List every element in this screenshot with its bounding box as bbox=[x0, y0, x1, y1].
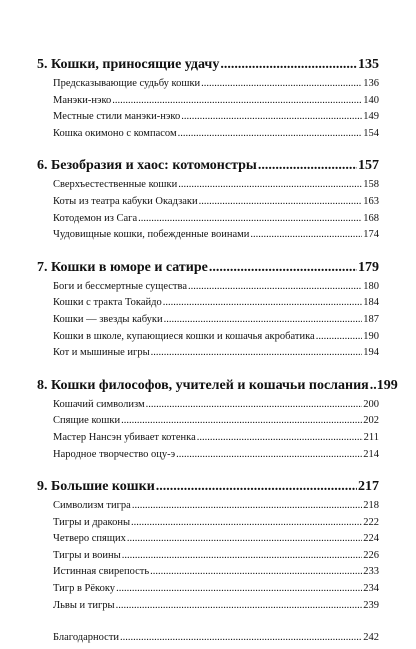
toc-entry[interactable] bbox=[37, 415, 379, 432]
chapter-section bbox=[37, 260, 379, 364]
dot-leader bbox=[121, 415, 362, 426]
entry-page-number: 202 bbox=[363, 415, 379, 427]
chapter-page-number: 199 bbox=[376, 377, 398, 393]
toc-entry[interactable] bbox=[37, 78, 379, 95]
entry-title: Кошка окимоно с компасом bbox=[53, 127, 177, 139]
chapter-title: 7. Кошки в юморе и сатире bbox=[37, 259, 208, 275]
entry-title: Сверхъестественные кошки bbox=[53, 179, 178, 191]
entry-title: Котодемон из Сага bbox=[53, 212, 138, 224]
toc-entry[interactable] bbox=[37, 500, 379, 517]
chapter-heading[interactable] bbox=[37, 57, 379, 78]
dot-leader bbox=[178, 179, 362, 190]
entry-title: Местные стили манэки-нэко bbox=[53, 111, 181, 123]
entry-page-number: 174 bbox=[363, 229, 379, 241]
entry-title: Кошачий символизм bbox=[53, 398, 145, 410]
toc-entry[interactable] bbox=[37, 95, 379, 112]
dot-leader bbox=[120, 632, 362, 643]
toc-entry[interactable] bbox=[37, 229, 379, 246]
dot-leader bbox=[199, 196, 363, 207]
dot-leader bbox=[220, 57, 357, 73]
entry-page-number: 234 bbox=[363, 583, 379, 595]
entry-page-number: 168 bbox=[363, 212, 379, 224]
chapter-section bbox=[37, 158, 379, 245]
entry-page-number: 149 bbox=[363, 111, 379, 123]
toc-entry[interactable] bbox=[37, 432, 379, 449]
toc-entry[interactable] bbox=[37, 399, 379, 416]
dot-leader bbox=[316, 331, 363, 342]
dot-leader bbox=[201, 78, 362, 89]
entry-page-number: 140 bbox=[363, 94, 379, 106]
dot-leader bbox=[112, 95, 362, 106]
chapter-heading[interactable] bbox=[37, 260, 379, 281]
entry-page-number: 214 bbox=[363, 448, 379, 460]
entry-title: Коты из театра кабуки Окадзаки bbox=[53, 195, 198, 207]
toc-entry[interactable] bbox=[37, 213, 379, 230]
toc-entry[interactable] bbox=[37, 314, 379, 331]
toc-entry[interactable] bbox=[37, 128, 379, 145]
entry-title: Львы и тигры bbox=[53, 599, 115, 611]
dot-leader bbox=[156, 479, 357, 495]
entry-page-number: 233 bbox=[363, 566, 379, 578]
entry-page-number: 194 bbox=[363, 347, 379, 359]
entry-page-number: 158 bbox=[363, 179, 379, 191]
entry-title: Предсказывающие судьбу кошки bbox=[53, 78, 201, 89]
dot-leader bbox=[197, 432, 363, 443]
entry-title: Тигры и драконы bbox=[53, 516, 130, 528]
dot-leader bbox=[146, 399, 363, 410]
toc-entry[interactable] bbox=[37, 297, 379, 314]
chapter-section bbox=[37, 479, 379, 616]
acknowledgments-entry[interactable] bbox=[37, 632, 379, 649]
entry-title: Четверо спящих bbox=[53, 533, 126, 545]
dot-leader bbox=[116, 600, 363, 611]
dot-leader bbox=[178, 128, 363, 139]
toc-entry[interactable] bbox=[37, 517, 379, 534]
entry-title: Тигр в Рёкоку bbox=[53, 583, 116, 595]
entry-page-number: 211 bbox=[363, 431, 379, 443]
dot-leader bbox=[132, 500, 362, 511]
entry-title: Тигры и воины bbox=[53, 549, 121, 561]
chapter-heading[interactable] bbox=[37, 158, 379, 179]
dot-leader bbox=[164, 314, 363, 325]
chapter-heading[interactable] bbox=[37, 377, 398, 399]
entry-page-number: 242 bbox=[363, 632, 379, 644]
chapter-heading[interactable] bbox=[37, 479, 379, 500]
entry-title: Народное творчество оцу-э bbox=[53, 448, 176, 460]
dot-leader bbox=[131, 517, 362, 528]
entry-title: Мастер Нансэн убивает котенка bbox=[53, 431, 196, 443]
entry-page-number: 154 bbox=[363, 127, 379, 139]
entry-page-number: 218 bbox=[363, 500, 379, 512]
dot-leader bbox=[181, 111, 362, 122]
toc-entry[interactable] bbox=[37, 600, 379, 617]
chapter-title: 9. Большие кошки bbox=[37, 479, 155, 495]
entry-page-number: 226 bbox=[363, 549, 379, 561]
chapter-section bbox=[37, 377, 398, 465]
dot-leader bbox=[122, 550, 363, 561]
toc-entry[interactable] bbox=[37, 196, 379, 213]
toc-entry[interactable] bbox=[37, 111, 379, 128]
dot-leader bbox=[258, 158, 357, 174]
toc-entry[interactable] bbox=[37, 347, 379, 364]
dot-leader bbox=[150, 566, 362, 577]
entry-title: Кошки с тракта Токайдо bbox=[53, 297, 162, 309]
chapter-section bbox=[37, 57, 379, 144]
toc-entry[interactable] bbox=[37, 281, 379, 298]
toc-entry[interactable] bbox=[37, 533, 379, 550]
chapter-page-number: 217 bbox=[358, 479, 379, 495]
entry-page-number: 200 bbox=[363, 398, 379, 410]
dot-leader bbox=[127, 533, 362, 544]
toc-entry[interactable] bbox=[37, 179, 379, 196]
toc-entry[interactable] bbox=[37, 449, 379, 466]
entry-page-number: 163 bbox=[363, 195, 379, 207]
dot-leader bbox=[138, 213, 362, 224]
toc-entry[interactable] bbox=[37, 550, 379, 567]
table-of-contents bbox=[37, 57, 398, 649]
entry-page-number: 222 bbox=[363, 516, 379, 528]
dot-leader bbox=[209, 260, 357, 276]
entry-title: Кошки — звезды кабуки bbox=[53, 313, 163, 325]
entry-page-number: 224 bbox=[363, 533, 379, 545]
entry-title: Благодарности bbox=[53, 632, 120, 644]
entry-page-number: 180 bbox=[363, 280, 379, 292]
entry-page-number: 239 bbox=[363, 599, 379, 611]
toc-entry[interactable] bbox=[37, 583, 379, 600]
entry-page-number: 190 bbox=[363, 330, 379, 342]
chapter-page-number: 157 bbox=[358, 158, 379, 174]
entry-title: Манэки-нэко bbox=[53, 94, 112, 106]
entry-title: Истинная свирепость bbox=[53, 566, 150, 578]
dot-leader bbox=[250, 229, 362, 240]
dot-leader bbox=[188, 281, 362, 292]
toc-entry[interactable] bbox=[37, 566, 379, 583]
dot-leader bbox=[176, 449, 362, 460]
chapter-page-number: 135 bbox=[358, 57, 379, 72]
entry-title: Кошки в школе, купающиеся кошки и кошачья акробатика bbox=[53, 330, 315, 342]
chapter-title: 6. Безобразия и хаос: котомонстры bbox=[37, 158, 257, 174]
entry-title: Чудовищные кошки, побежденные воинами bbox=[53, 229, 250, 241]
entry-title: Символизм тигра bbox=[53, 500, 131, 512]
dot-leader bbox=[163, 297, 363, 308]
entry-title: Кот и мышиные игры bbox=[53, 347, 150, 359]
entry-page-number: 184 bbox=[363, 297, 379, 309]
toc-entry[interactable] bbox=[37, 331, 379, 348]
entry-page-number: 187 bbox=[363, 313, 379, 325]
chapter-page-number: 179 bbox=[358, 259, 379, 275]
entry-title: Спящие кошки bbox=[53, 415, 121, 427]
dot-leader bbox=[116, 583, 362, 594]
entry-title: Боги и бессмертные существа bbox=[53, 280, 187, 292]
chapter-title: 5. Кошки, приносящие удачу bbox=[37, 57, 220, 72]
chapter-title: 8. Кошки философов, учителей и кошачьи послания bbox=[37, 377, 369, 393]
dot-leader bbox=[370, 378, 376, 394]
dot-leader bbox=[151, 347, 363, 358]
entry-page-number: 136 bbox=[363, 78, 379, 89]
